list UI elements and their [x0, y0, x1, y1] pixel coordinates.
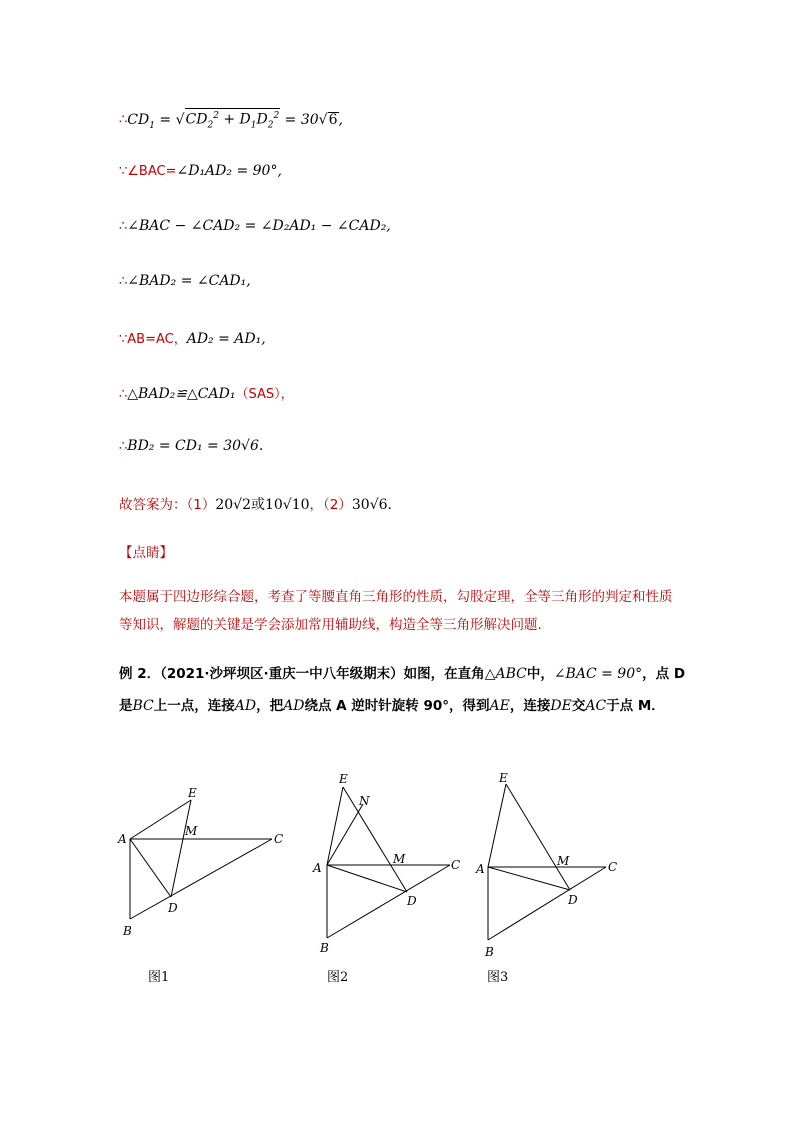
formula-angle-diff: ∠BAC − ∠CAD₂ = ∠D₂AD₁ − ∠CAD₂,: [127, 218, 391, 234]
example-text: 绕点 A 逆时针旋转 90°，得到: [304, 698, 490, 714]
formula-angle-eq: ∠BAD₂ = ∠CAD₁,: [127, 273, 251, 289]
angle-bac: ∠BAC = 90°: [553, 666, 643, 682]
proof-line-2: [119, 163, 282, 179]
because-ab-ac: ∵AB=AC，: [119, 332, 187, 347]
answer-2: 30√6.: [351, 497, 392, 513]
example-text: 交: [571, 698, 586, 714]
example-2: [119, 658, 689, 722]
label-a: A: [476, 862, 485, 876]
answer-line: [119, 493, 392, 514]
example-text: ，点 D 是: [119, 666, 686, 714]
figure-2: [305, 768, 470, 958]
label-c: C: [608, 860, 618, 874]
segment-ae: AE: [489, 698, 510, 714]
formula-bd2: BD₂ = CD₁ = 30√6.: [127, 438, 264, 454]
label-e: E: [188, 786, 197, 800]
label-c: C: [451, 858, 461, 872]
answer-1: 20√2或10√10: [215, 497, 310, 513]
therefore-symbol: ∴: [119, 112, 128, 128]
proof-line-4: [119, 273, 251, 289]
proof-line-5: [119, 328, 266, 347]
label-c: C: [274, 832, 284, 846]
label-b: B: [485, 945, 494, 958]
label-n: N: [359, 794, 370, 808]
example-text: ，把: [256, 698, 284, 714]
label-d: D: [168, 901, 178, 915]
figure-3-caption: 图3: [487, 970, 509, 985]
example-text: 中，: [526, 666, 554, 682]
formula-ad-eq: AD₂ = AD₁,: [186, 331, 266, 347]
label-m: M: [185, 824, 198, 838]
figure-1: [115, 780, 295, 940]
formula-angle: ∠D₁AD₂ = 90°,: [176, 163, 282, 179]
label-d: D: [407, 894, 417, 908]
example-text: 上一点，连接: [153, 698, 235, 714]
therefore-symbol: ∴: [119, 387, 128, 402]
proof-line-1: [119, 108, 343, 133]
therefore-symbol: ∴: [119, 439, 128, 454]
therefore-symbol: ∴: [119, 219, 128, 234]
segment-bc: BC: [132, 698, 154, 714]
label-a: A: [313, 861, 322, 875]
figure-1-caption: 图1: [148, 970, 170, 985]
figure-3: [475, 768, 625, 958]
segment-de: DE: [550, 698, 572, 714]
segment-ad: AD: [283, 698, 305, 714]
answer-prefix: 故答案为：（1）: [119, 497, 216, 513]
formula-congruent: △BAD₂≌△CAD₁: [127, 386, 236, 402]
triangle-abc: △ABC: [484, 666, 527, 682]
dianjing-text: 本题属于四边形综合题，考查了等腰直角三角形的性质，勾股定理，全等三角形的判定和性质等知识，解题的关键是学会添加常用辅助线，构造全等三角形解决问题.: [119, 589, 673, 633]
label-b: B: [320, 941, 329, 955]
example-text: ，连接: [509, 698, 551, 714]
example-text: 于点 M．: [606, 698, 665, 714]
label-m: M: [557, 854, 570, 868]
therefore-symbol: ∴: [119, 274, 128, 289]
proof-line-6: [119, 383, 294, 402]
label-d: D: [568, 893, 578, 907]
segment-ac: AC: [585, 698, 607, 714]
label-a: A: [118, 832, 127, 846]
label-b: B: [123, 924, 132, 938]
proof-line-7: [119, 438, 263, 454]
sas-note: （SAS），: [235, 387, 294, 402]
dianjing-title: 【点睛】: [119, 545, 173, 561]
example-label: 例 2．（2021·沙坪坝区·重庆一中八年级期末）如图，在直角: [119, 666, 485, 682]
label-m: M: [393, 852, 406, 866]
segment-ad: AD: [234, 698, 257, 714]
answer-mid: ，（2）: [309, 497, 352, 513]
formula-cd1: $CD_1 = √CD_2^2 + D_1D_2^2 = 30√6$,: [127, 112, 343, 128]
label-e: E: [339, 772, 348, 786]
label-e: E: [499, 771, 508, 785]
figure-2-caption: 图2: [327, 970, 349, 985]
because-angle-bac: ∵∠BAC=: [119, 164, 177, 179]
proof-line-3: [119, 218, 391, 234]
